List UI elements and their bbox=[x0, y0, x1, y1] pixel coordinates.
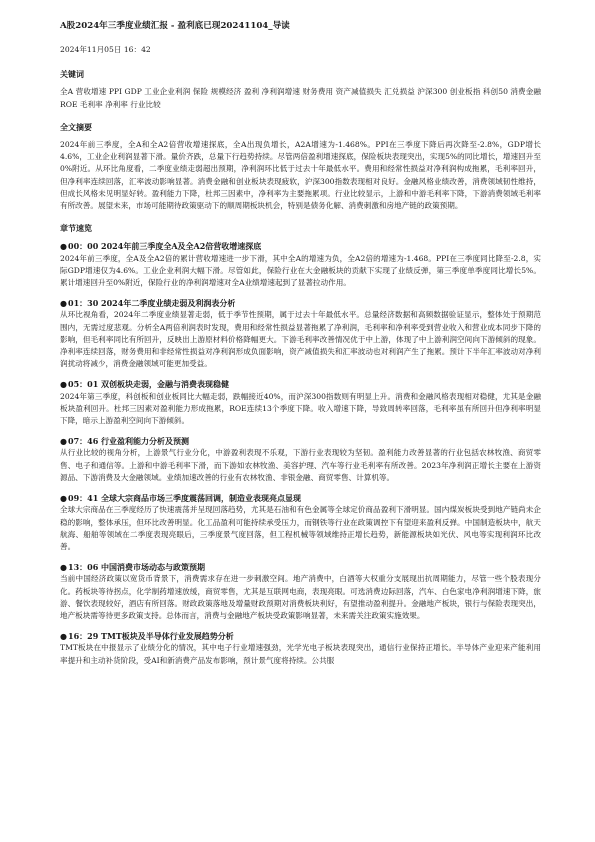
chapters-label: 章节速览 bbox=[60, 223, 92, 234]
chapter-section bbox=[60, 492, 541, 553]
bullet-icon: ● bbox=[60, 379, 67, 390]
chapter-section bbox=[60, 561, 541, 622]
bullet-icon: ● bbox=[60, 562, 67, 573]
bullet-icon: ● bbox=[60, 241, 67, 252]
bullet-icon: ● bbox=[60, 298, 67, 309]
chapter-body: 从行业比较的视角分析，上游景气行业分化，中游盈利表现不乐观，下游行业表现较为坚韧。盈利能力改善显著的行业包括农林牧渔、商贸零售、电子和通信等。上游和中游毛利率下滑，而下游如农林牧渔、美容护理、汽车等行业毛利率有所改善。2023年净利润正增长主要在上游资源品、下游消费及大金融领域。业绩加速改善的行业有农林牧渔、非银金融、商贸零售、计算机等。 bbox=[60, 448, 541, 482]
keywords-text: 全A 营收增速 PPI GDP 工业企业利润 保险 规模经济 盈利 净利润增速 财务费用 资产减值损失 汇兑损益 沪深300 创业板指 科创50 消费金融 ROE 毛利率 净利率 行业比较 bbox=[60, 87, 541, 109]
summary-label: 全文摘要 bbox=[60, 121, 92, 132]
chapter-heading: 01：30 2024年二季度业绩走弱及利润表分析 bbox=[68, 298, 236, 309]
document-date: 2024年11月05日 16：42 bbox=[60, 45, 151, 54]
chapter-section bbox=[60, 435, 541, 484]
chapter-heading: 00：00 2024年前三季度全A及全A2倍营收增速探底 bbox=[68, 241, 262, 252]
chapter-heading: 09：41 全球大宗商品市场三季度震荡回调，制造业表现亮点显现 bbox=[68, 493, 302, 504]
bullet-icon: ● bbox=[60, 493, 67, 504]
summary-text: 2024年前三季度，全A和全A2倍营收增速探底，全A出现负增长，A2A增速为-1.468%。PPI在三季度下降后再次降至-2.8%，GDP增长4.6%，工业企业利润显著下滑。量价齐跌，总量下行趋势持续。尽管两倍盈利增速探底，保险板块表现突出，实现5%的同比增长，增速回升至0%附近。从环比角度看，二季度业绩走弱超出预期，净利润环比低于过去十年最低水平。费用和经常性损益对净利润构成拖累，毛利率回升，但净利率连续回落，汇率波动影响显著。消费金融和创业板块表现疲软，沪深300指数表现相对良好。金融风格业绩改善，消费领域韧性维持，但成长风格未见明显好转。盈利能力下降，杜邦三因素中，净利率为主要拖累项。行业比较显示，上游和中游毛利率下降，下游消费领域毛利率有所改善。展望未来，市场可能期待政策驱动下的顺周期板块机会，特别是债务化解、消费刺激和房地产链的政策预期。 bbox=[60, 140, 541, 211]
chapter-section bbox=[60, 240, 541, 289]
chapter-section bbox=[60, 630, 541, 667]
chapter-body: 2024年前三季度，全A及全A2倍的累计营收增速进一步下滑，其中全A的增速为负，全A2倍的增速为-1.468。PPI在三季度同比降至-2.8，实际GDP增速仅为4.6%。工业企业利润大幅下滑。尽管如此，保险行业在大金融板块的贡献下实现了业绩反弹，第三季度单季度同比增长5%。累计增速回升至0%附近，保险行业的净利润增速对全A业绩增速起到了显著拉动作用。 bbox=[60, 253, 541, 288]
chapter-section bbox=[60, 297, 541, 370]
chapter-body: 从环比视角看，2024年二季度业绩显著走弱，低于季节性预期，属于过去十年最低水平。总量经济数据和高频数据验证显示，整体处于预期范围内，无需过度悲观。分析全A两倍利润表时发现，费用和经常性损益显著拖累了净利润，毛利率和净利率受到营业收入和营业成本同步下降的影响，但毛利率同比有所回升，反映出上游原材料价格降幅更大。下游毛利率改善情况优于中上游，体现了中上游利润空间向下游倾斜的现象。净利率连续回落，财务费用和非经常性损益对净利润形成负面影响，资产减值损失和汇率波动也对利润产生了拖累。预计下半年汇率波动对净利润扰动将减少，消费金融领域可能更加受益。 bbox=[60, 310, 541, 369]
chapter-body: TMT板块在中报显示了业绩分化的情况，其中电子行业增速强劲，光学光电子板块表现突出，通信行业保持正增长。半导体产业迎来产能利用率提升和主动补货阶段，受AI和新消费产品发布影响，预计景气度将持续。公共服 bbox=[60, 643, 541, 665]
bullet-icon: ● bbox=[60, 436, 67, 447]
chapter-section bbox=[60, 378, 541, 427]
chapter-body: 2024年第三季度，科创板和创业板同比大幅走弱，跌幅接近40%，而沪深300指数则有明显上升。消费和金融风格表现相对稳健，尤其是金融板块盈利回升。杜邦三因素对盈利能力形成拖累，ROE连续13个季度下降。收入增速下降，导致周转率回落，毛利率虽有所回升但净利率明显下降，暗示上游盈利空间向下游倾斜。 bbox=[60, 391, 541, 426]
keywords-label: 关键词 bbox=[60, 69, 84, 80]
chapter-heading: 07：46 行业盈利能力分析及预测 bbox=[68, 436, 190, 447]
chapter-heading: 13：06 中国消费市场动态与政策预期 bbox=[68, 562, 206, 573]
chapter-heading: 05：01 双创板块走弱，金融与消费表现稳健 bbox=[68, 379, 230, 390]
chapter-heading: 16：29 TMT板块及半导体行业发展趋势分析 bbox=[68, 631, 234, 642]
chapter-body: 当前中国经济政策以宽货币背景下，消费需求存在进一步刺激空间。地产消费中，白酒等大权重分支展现出抗周期能力，尽管一些个股表现分化。药板块等待拐点，化学制药增速放缓，商贸零售，尤其是互联网电商，表现亮眼。可选消费边际回落，汽车、白色家电净利润增速下降，旅游、餐饮表现较好，酒店有所回落。财政政策落地及增量财政预期对消费板块利好，有望推动盈利提升。金融地产板块，银行与保险表现突出，地产板块需等待更多政策支持。总体而言，消费与金融地产板块受政策影响显著，未来需关注政策实施效果。 bbox=[60, 574, 541, 620]
bullet-icon: ● bbox=[60, 631, 67, 642]
document-title: A股2024年三季度业绩汇报 - 盈利底已现20241104_导读 bbox=[60, 21, 290, 31]
chapter-body: 全球大宗商品在三季度经历了快速震荡并呈现回落趋势，尤其是石油和有色金属等全球定价商品盈利下滑明显。国内煤炭板块受到地产链尚未企稳的影响，整体承压，但环比改善明显。化工品盈利可能持续承受压力，而钢铁等行业在政策调控下有望迎来盈利反弹。中国制造板块中，航天航海、船舶等领域在二季度表现亮眼后，三季度景气度回落，但工程机械等领域维持正增长趋势，新能源板块如光伏、风电等实现利润环比改善。 bbox=[60, 505, 541, 551]
